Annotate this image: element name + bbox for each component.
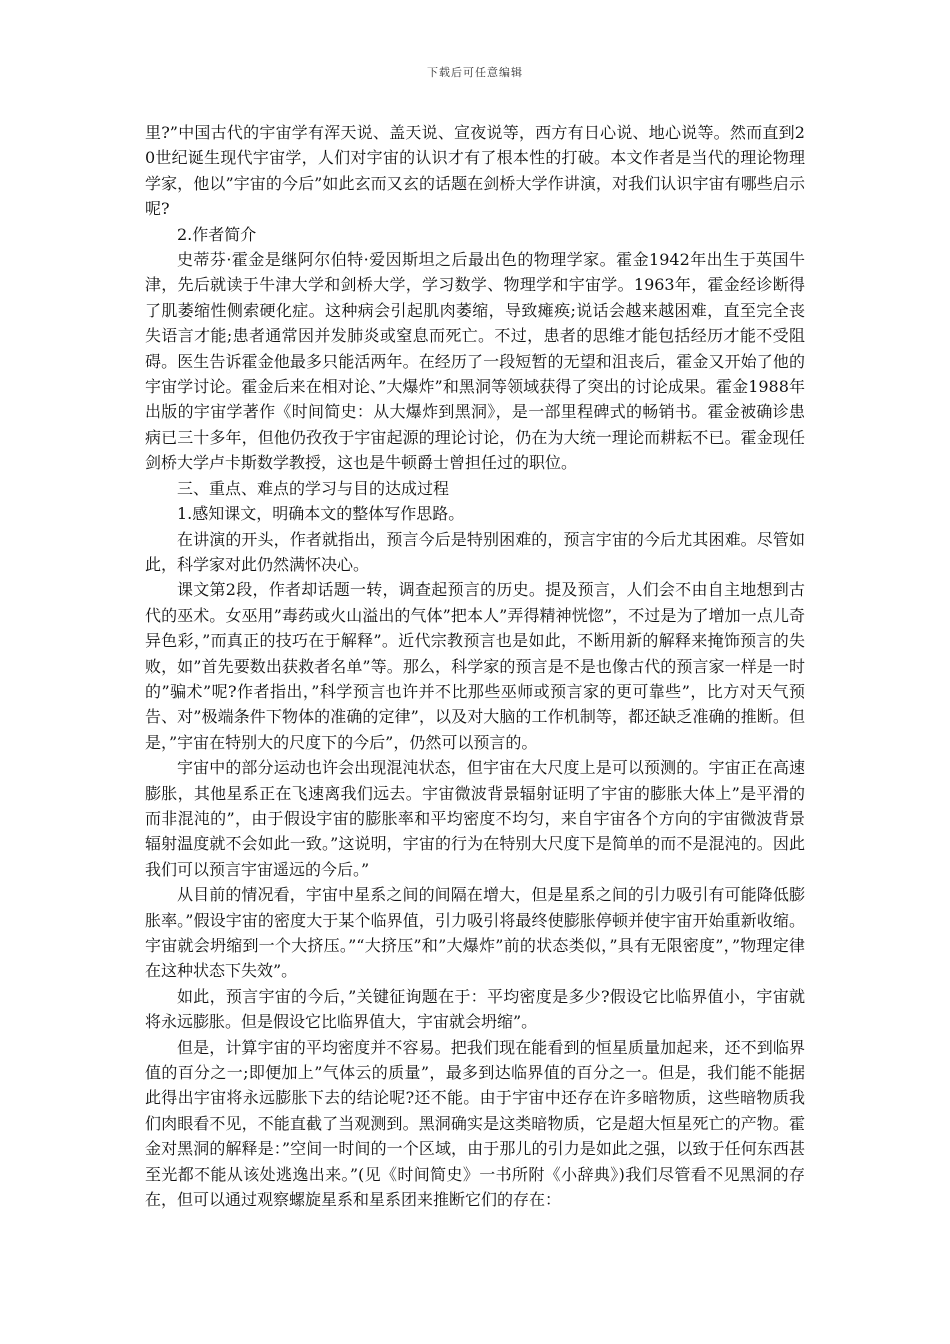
paragraph-average-density: 但是，计算宇宙的平均密度并不容易。把我们现在能看到的恒星质量加起来，还不到临界值的百分之一;即便加上”气体云的质量”，最多到达临界值的百分之一。但是，我们能不能据此得出宇宙将永远膨胀下去的结论呢?还不能。由于宇宙中还存在许多暗物质，这些暗物质我们肉眼看不见，不能直截了当观测到。黑洞确实是这类暗物质，它是超大恒星死亡的产物。霍金对黑洞的解释是：”空间一时间的一个区域，由于那儿的引力是如此之强，以致于任何东西甚至光都不能从该处逃逸出来。”(见《时间简史》一书所附《小辞典》)我们尽管看不见黑洞的存在，但可以通过观察螺旋星系和星系团来推断它们的存在： <box>145 1037 805 1210</box>
page-header: 下载后可任意编辑 <box>427 66 523 79</box>
paragraph-opening: 在讲演的开头，作者就指出，预言今后是特别困难的，预言宇宙的今后尤其困难。尽管如此，科学家对此仍然满怀决心。 <box>145 529 805 574</box>
section-heading-author-intro: 2.作者简介 <box>177 224 257 244</box>
paragraph-prediction-history: 课文第2段，作者却话题一转，调查起预言的历史。提及预言，人们会不由自主地想到古代的巫术。女巫用”毒药或火山溢出的气体”把本人”弄得精神恍惚”，不过是为了增加一点儿奇异色彩，”而真正的技巧在于解释”。近代宗教预言也是如此，不断用新的解释来掩饰预言的失败，如”首先要数出获救者名单”等。那么，科学家的预言是不是也像古代的预言家一样是一时的”骗术”呢?作者指出，”科学预言也许并不比那些巫师或预言家的更可靠些”，比方对天气预告、对”极端条件下物体的准确的定律”，以及对大脑的工作机制等，都还缺乏准确的推断。但是，”宇宙在特别大的尺度下的今后”，仍然可以预言的。 <box>145 580 805 752</box>
subheading-structure: 1.感知课文，明确本文的整体写作思路。 <box>177 504 465 524</box>
paragraph-key-question: 如此，预言宇宙的今后，”关键征询题在于：平均密度是多少?假设它比临界值小，宇宙就将永远膨胀。但是假设它比临界值大，宇宙就会坍缩”。 <box>145 986 805 1032</box>
paragraph-large-scale: 宇宙中的部分运动也许会出现混沌状态，但宇宙在大尺度上是可以预测的。宇宙正在高速膨胀，其他星系正在飞速离我们远去。宇宙微波背景辐射证明了宇宙的膨胀大体上”是平滑的而非混沌的”，由于假设宇宙的膨胀率和平均密度不均匀，来自宇宙各个方向的宇宙微波背景辐射温度就不会如此一致。”这说明，宇宙的行为在特别大尺度下是简单的而不是混沌的。因此我们可以预言宇宙遥远的今后。” <box>145 758 805 879</box>
paragraph-author-bio: 史蒂芬·霍金是继阿尔伯特·爱因斯坦之后最出色的物理学家。霍金1942年出生于英国牛津，先后就读于牛津大学和剑桥大学，学习数学、物理学和宇宙学。1963年，霍金经诊断得了肌萎缩性侧索硬化症。这种病会引起肌肉萎缩，导致瘫痪;说话会越来越困难，直至完全丧失语言才能;患者通常因并发肺炎或窒息而死亡。不过，患者的思维才能包括经历才能不受阻碍。医生告诉霍金他最多只能活两年。在经历了一段短暂的无望和沮丧后，霍金又开始了他的宇宙学讨论。霍金后来在相对论、”大爆炸”和黑洞等领域获得了突出的讨论成果。霍金1988年出版的宇宙学著作《时间简史：从大爆炸到黑洞》，是一部里程碑式的畅销书。霍金被确诊患病已三十多年，但他仍孜孜于宇宙起源的理论讨论，仍在为大统一理论而耕耘不已。霍金现任剑桥大学卢卡斯数学教授，这也是牛顿爵士曾担任过的职位。 <box>145 250 805 473</box>
document-body <box>145 120 805 1212</box>
section-heading-key-points: 三、重点、难点的学习与目的达成过程 <box>177 478 450 498</box>
paragraph-continuation: 里?”中国古代的宇宙学有浑天说、盖天说、宣夜说等，西方有日心说、地心说等。然而直到20世纪诞生现代宇宙学，人们对宇宙的认识才有了根本性的打破。本文作者是当代的理论物理学家，他以”宇宙的今后”如此玄而又玄的话题在剑桥大学作讲演，对我们认识宇宙有哪些启示呢? <box>145 123 805 219</box>
paragraph-galaxy-distance: 从目前的情况看，宇宙中星系之间的间隔在增大，但是星系之间的引力吸引有可能降低膨胀率。”假设宇宙的密度大于某个临界值，引力吸引将最终使膨胀停顿并使宇宙开始重新收缩。宇宙就会坍缩到一个大挤压。”“大挤压”和”大爆炸”前的状态类似，”具有无限密度”，”物理定律在这种状态下失效”。 <box>145 885 805 981</box>
